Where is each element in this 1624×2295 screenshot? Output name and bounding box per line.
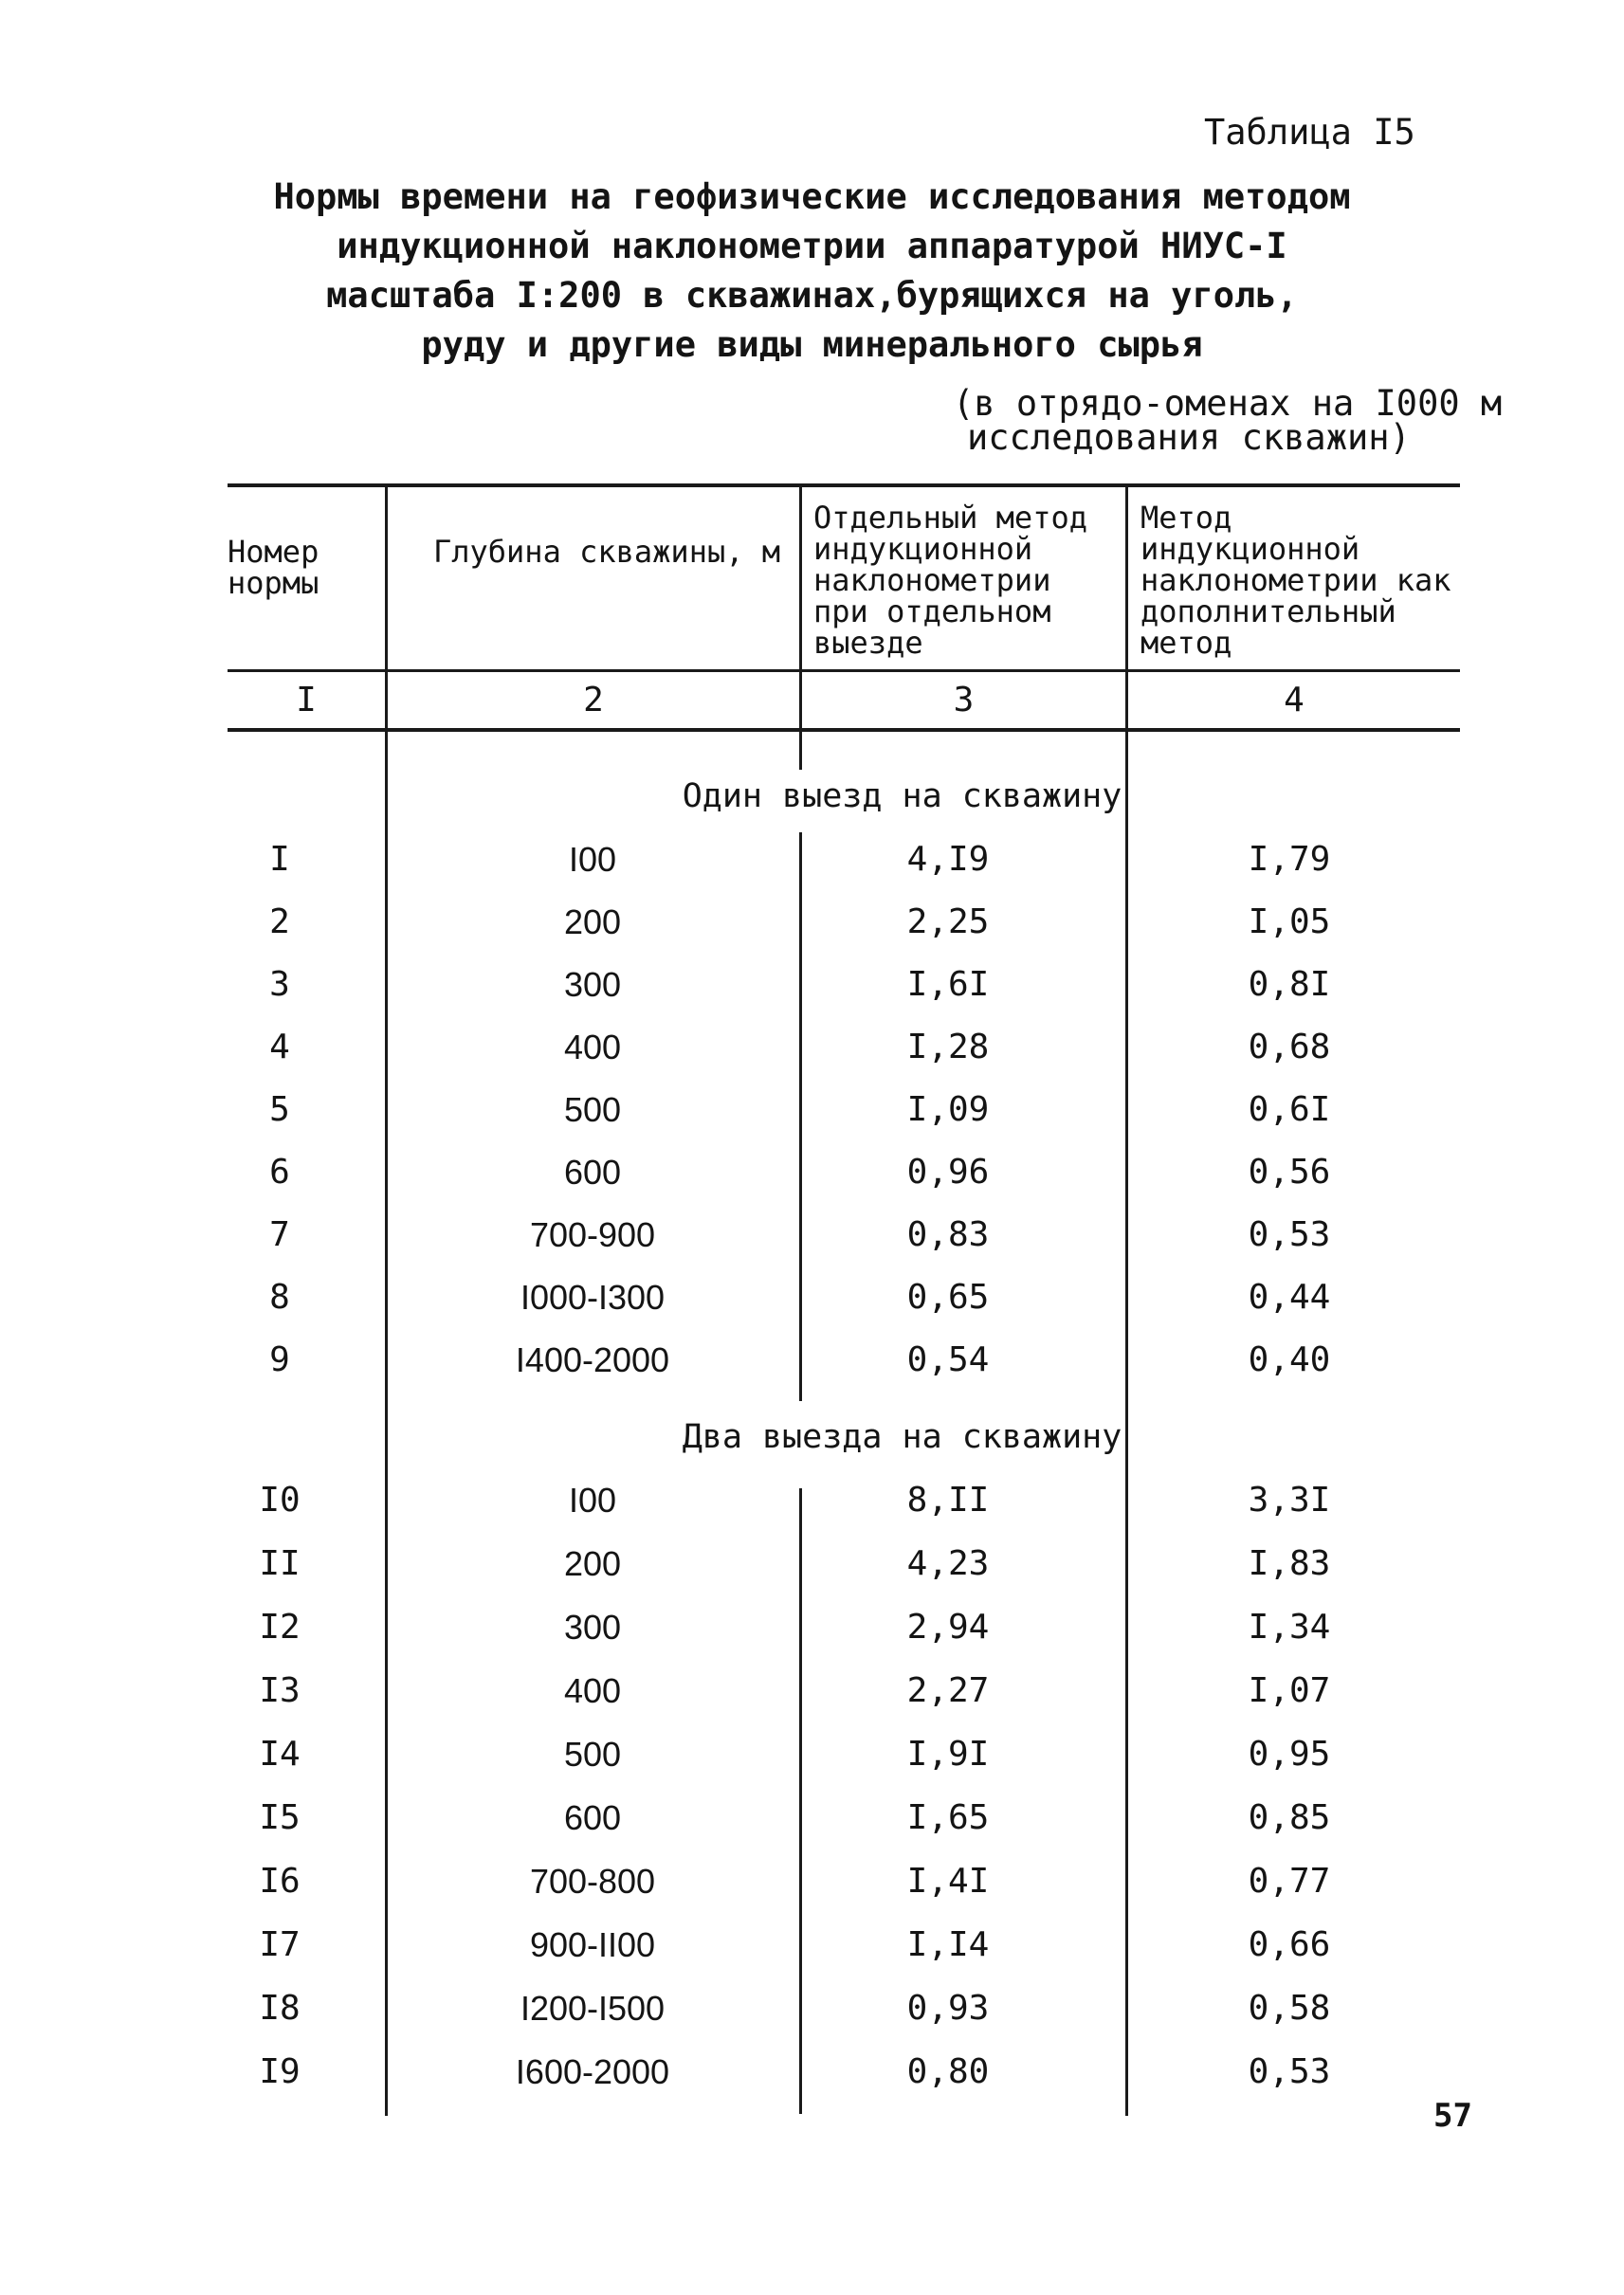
table-cell-norm: I9 xyxy=(259,2052,301,2091)
table-cell-additional: 0,44 xyxy=(1248,1278,1331,1317)
table-cell-separate: 4,I9 xyxy=(906,840,990,879)
table-title-line-4: руду и другие виды минерального сырья xyxy=(421,324,1203,365)
table-cell-norm: 6 xyxy=(269,1153,290,1192)
table-cell-norm: I0 xyxy=(259,1481,301,1520)
table-cell-separate: I,9I xyxy=(906,1735,990,1774)
table-cell-norm: 5 xyxy=(269,1090,290,1129)
table-cell-depth: 200 xyxy=(563,1544,622,1583)
table-title-line-3: масштаба I:200 в скважинах,бурящихся на уголь, xyxy=(326,275,1298,316)
table-title-line-1: Нормы времени на геофизические исследования методом xyxy=(273,176,1351,217)
units-note-line-1: (в отрядо-оменах на I000 м xyxy=(953,383,1503,424)
table-cell-separate: 4,23 xyxy=(906,1544,990,1583)
section-title-one-trip: Один выезд на скважину xyxy=(682,777,1122,815)
column-number-1: I xyxy=(296,681,317,719)
column-number-2: 2 xyxy=(583,681,604,719)
table-cell-additional: I,83 xyxy=(1248,1544,1331,1583)
table-cell-separate: 2,94 xyxy=(906,1608,990,1647)
column-number-rule xyxy=(228,728,1460,732)
table-cell-norm: I8 xyxy=(259,1989,301,2028)
table-cell-norm: 9 xyxy=(269,1340,290,1379)
table-cell-depth: 900-II00 xyxy=(529,1925,656,1964)
table-cell-additional: 0,66 xyxy=(1248,1925,1331,1964)
table-cell-additional: I,07 xyxy=(1248,1671,1331,1710)
table-cell-additional: I,05 xyxy=(1248,902,1331,941)
table-cell-depth: 400 xyxy=(563,1671,622,1710)
table-cell-separate: 8,II xyxy=(906,1481,990,1520)
table-cell-depth: I00 xyxy=(568,840,617,879)
table-cell-depth: 600 xyxy=(563,1798,622,1837)
table-cell-depth: 600 xyxy=(563,1153,622,1192)
header-norm-number: Номер нормы xyxy=(228,534,319,601)
column-divider-3 xyxy=(1125,485,1128,2116)
table-cell-depth: 300 xyxy=(563,1608,622,1647)
table-cell-norm: I4 xyxy=(259,1735,301,1774)
table-cell-additional: 0,95 xyxy=(1248,1735,1331,1774)
table-cell-separate: I,09 xyxy=(906,1090,990,1129)
table-cell-norm: 8 xyxy=(269,1278,290,1317)
table-cell-norm: 2 xyxy=(269,902,290,941)
header-well-depth: Глубина скважины, м xyxy=(432,534,781,570)
header-additional-method: Метод индукционной наклонометрии как дополнительный метод xyxy=(1140,500,1451,661)
table-cell-depth: I00 xyxy=(568,1481,617,1520)
table-cell-norm: I7 xyxy=(259,1925,301,1964)
table-title-line-2: индукционной наклонометрии аппаратурой НИУС-I xyxy=(337,226,1287,266)
table-cell-additional: 0,6I xyxy=(1248,1090,1331,1129)
table-cell-additional: 0,85 xyxy=(1248,1798,1331,1837)
table-cell-additional: 0,8I xyxy=(1248,965,1331,1004)
table-cell-additional: 0,53 xyxy=(1248,2052,1331,2091)
table-cell-separate: 0,65 xyxy=(906,1278,990,1317)
table-cell-depth: 300 xyxy=(563,965,622,1004)
column-divider-2-section-2 xyxy=(799,1488,802,2114)
header-separate-method: Отдельный метод индукционной наклонометрии при отдельном выезде xyxy=(813,500,1087,661)
table-cell-additional: 0,53 xyxy=(1248,1215,1331,1254)
column-number-4: 4 xyxy=(1284,681,1305,719)
table-cell-additional: 3,3I xyxy=(1248,1481,1331,1520)
table-cell-norm: 4 xyxy=(269,1028,290,1066)
table-cell-separate: 0,96 xyxy=(906,1153,990,1192)
header-bottom-rule xyxy=(228,669,1460,672)
table-cell-norm: I xyxy=(269,840,290,879)
table-cell-additional: 0,58 xyxy=(1248,1989,1331,2028)
table-cell-depth: 400 xyxy=(563,1028,622,1066)
table-cell-depth: I400-2000 xyxy=(515,1340,670,1379)
table-cell-additional: I,34 xyxy=(1248,1608,1331,1647)
table-cell-norm: I6 xyxy=(259,1862,301,1901)
table-cell-depth: I000-I300 xyxy=(520,1278,666,1317)
table-cell-norm: I2 xyxy=(259,1608,301,1647)
table-cell-separate: I,28 xyxy=(906,1028,990,1066)
table-cell-depth: I200-I500 xyxy=(520,1989,666,2028)
table-cell-additional: I,79 xyxy=(1248,840,1331,879)
table-cell-additional: 0,68 xyxy=(1248,1028,1331,1066)
table-cell-depth: 500 xyxy=(563,1090,622,1129)
column-divider-1 xyxy=(385,485,388,2116)
table-cell-depth: 700-800 xyxy=(529,1862,656,1901)
table-top-rule xyxy=(228,483,1460,487)
page-number: 57 xyxy=(1433,2097,1472,2135)
column-divider-2-header xyxy=(799,485,802,770)
table-cell-separate: 0,80 xyxy=(906,2052,990,2091)
table-label: Таблица I5 xyxy=(1204,112,1415,153)
table-cell-norm: II xyxy=(259,1544,301,1583)
column-number-3: 3 xyxy=(953,681,975,719)
table-cell-depth: I600-2000 xyxy=(515,2052,670,2091)
table-cell-depth: 200 xyxy=(563,902,622,941)
table-cell-separate: 2,27 xyxy=(906,1671,990,1710)
table-cell-norm: 7 xyxy=(269,1215,290,1254)
table-cell-separate: 0,93 xyxy=(906,1989,990,2028)
table-cell-depth: 700-900 xyxy=(529,1215,656,1254)
column-divider-2-section-1 xyxy=(799,832,802,1401)
table-cell-separate: I,65 xyxy=(906,1798,990,1837)
table-cell-separate: 0,83 xyxy=(906,1215,990,1254)
table-cell-separate: I,4I xyxy=(906,1862,990,1901)
table-cell-additional: 0,40 xyxy=(1248,1340,1331,1379)
units-note-line-2: исследования скважин) xyxy=(967,417,1411,458)
table-cell-additional: 0,56 xyxy=(1248,1153,1331,1192)
table-cell-norm: 3 xyxy=(269,965,290,1004)
table-cell-separate: I,I4 xyxy=(906,1925,990,1964)
table-cell-separate: 2,25 xyxy=(906,902,990,941)
table-cell-depth: 500 xyxy=(563,1735,622,1774)
section-title-two-trips: Два выезда на скважину xyxy=(682,1418,1122,1456)
table-cell-norm: I5 xyxy=(259,1798,301,1837)
table-cell-separate: 0,54 xyxy=(906,1340,990,1379)
table-cell-additional: 0,77 xyxy=(1248,1862,1331,1901)
table-cell-norm: I3 xyxy=(259,1671,301,1710)
table-cell-separate: I,6I xyxy=(906,965,990,1004)
